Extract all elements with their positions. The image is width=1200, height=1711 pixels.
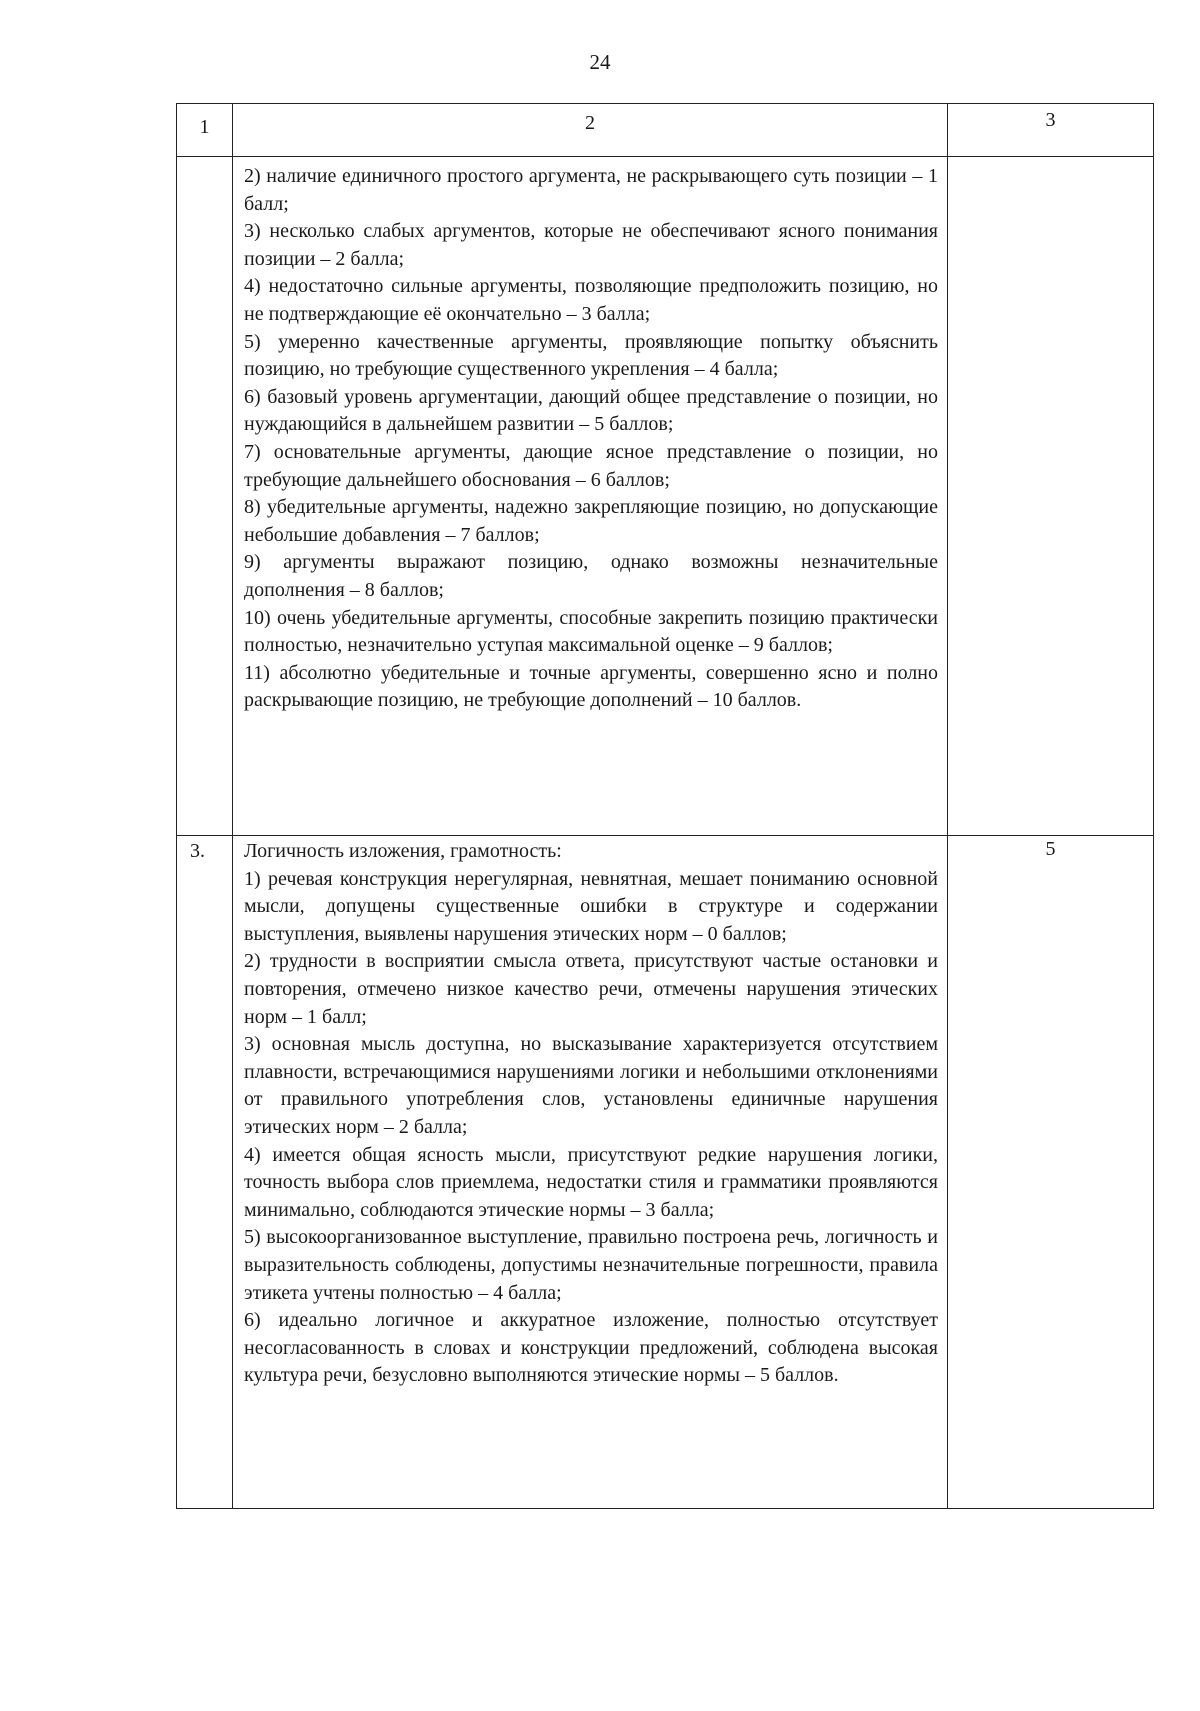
list-item: 2) наличие единичного простого аргумента, не раскрывающего суть позиции – 1 балл; <box>244 165 938 215</box>
list-item: 9) аргументы выражают позицию, однако возможны незначительные дополнения – 8 баллов; <box>244 551 938 601</box>
table-row-continuation <box>177 157 1154 836</box>
page-number: 24 <box>589 50 611 74</box>
list-item: 1) речевая конструкция нерегулярная, невнятная, мешает пониманию основной мысли, допущены существенные ошибки в структуре и содержании выступления, выявлены нарушения этических норм – 0 баллов; <box>244 867 938 945</box>
criteria-text-cell <box>233 157 948 836</box>
list-item: 5) умеренно качественные аргументы, проявляющие попытку объяснить позицию, но требующие существенного укрепления – 4 балла; <box>244 330 938 381</box>
criteria-table <box>176 103 1154 1509</box>
list-item: 7) основательные аргументы, дающие ясное представление о позиции, но требующие дальнейшего обоснования – 6 баллов; <box>244 440 938 491</box>
list-item: 10) очень убедительные аргументы, способные закрепить позицию практически полностью, незначительно уступая максимальной оценке – 9 баллов; <box>244 606 938 657</box>
criteria-text-cell <box>233 836 948 1509</box>
row-number: 3. <box>177 836 233 1509</box>
table-header-row <box>177 104 1154 157</box>
list-item: 5) высокоорганизованное выступление, правильно построена речь, логичность и выразительность соблюдены, допустимы незначительные погрешности, правила этикета учтены полностью – 4 балла; <box>244 1226 938 1304</box>
score-cell-empty <box>948 157 1154 836</box>
criterion-title: Логичность изложения, грамотность: <box>244 840 562 862</box>
header-col-1: 1 <box>177 104 233 157</box>
list-item: 8) убедительные аргументы, надежно закрепляющие позицию, но допускающие небольшие добавления – 7 баллов; <box>244 496 938 546</box>
list-item: 6) идеально логичное и аккуратное изложение, полностью отсутствует несогласованность в словах и конструкции предложений, соблюдена высокая культура речи, безусловно выполняются этические нормы – 5 баллов. <box>244 1309 938 1387</box>
list-item: 11) абсолютно убедительные и точные аргументы, совершенно ясно и полно раскрывающие позицию, не требующие дополнений – 10 баллов. <box>244 661 938 712</box>
list-item: 4) имеется общая ясность мысли, присутствуют редкие нарушения логики, точность выбора слов приемлема, недостатки стиля и грамматики проявляются минимально, соблюдаются этические нормы – 3 балла; <box>244 1143 938 1221</box>
list-item: 4) недостаточно сильные аргументы, позволяющие предположить позицию, но не подтверждающие её окончательно – 3 балла; <box>244 275 938 325</box>
list-item: 3) основная мысль доступна, но высказывание характеризуется отсутствием плавности, встречающимися нарушениями логики и небольшими отклонениями от правильного употребления слов, установлены единичные нарушения этических норм – 2 балла; <box>244 1033 938 1138</box>
header-col-3: 3 <box>948 104 1154 157</box>
list-item: 3) несколько слабых аргументов, которые не обеспечивают ясного понимания позиции – 2 балла; <box>244 220 938 270</box>
list-item: 2) трудности в восприятии смысла ответа, присутствуют частые остановки и повторения, отмечено низкое качество речи, отмечены нарушения этических норм – 1 балл; <box>244 950 938 1028</box>
row-number-cell-empty <box>177 157 233 836</box>
list-item: 6) базовый уровень аргументации, дающий общее представление о позиции, но нуждающийся в дальнейшем развитии – 5 баллов; <box>244 385 938 436</box>
table-row-criterion-3 <box>177 836 1154 1509</box>
max-score: 5 <box>948 836 1154 1509</box>
header-col-2: 2 <box>233 104 948 157</box>
